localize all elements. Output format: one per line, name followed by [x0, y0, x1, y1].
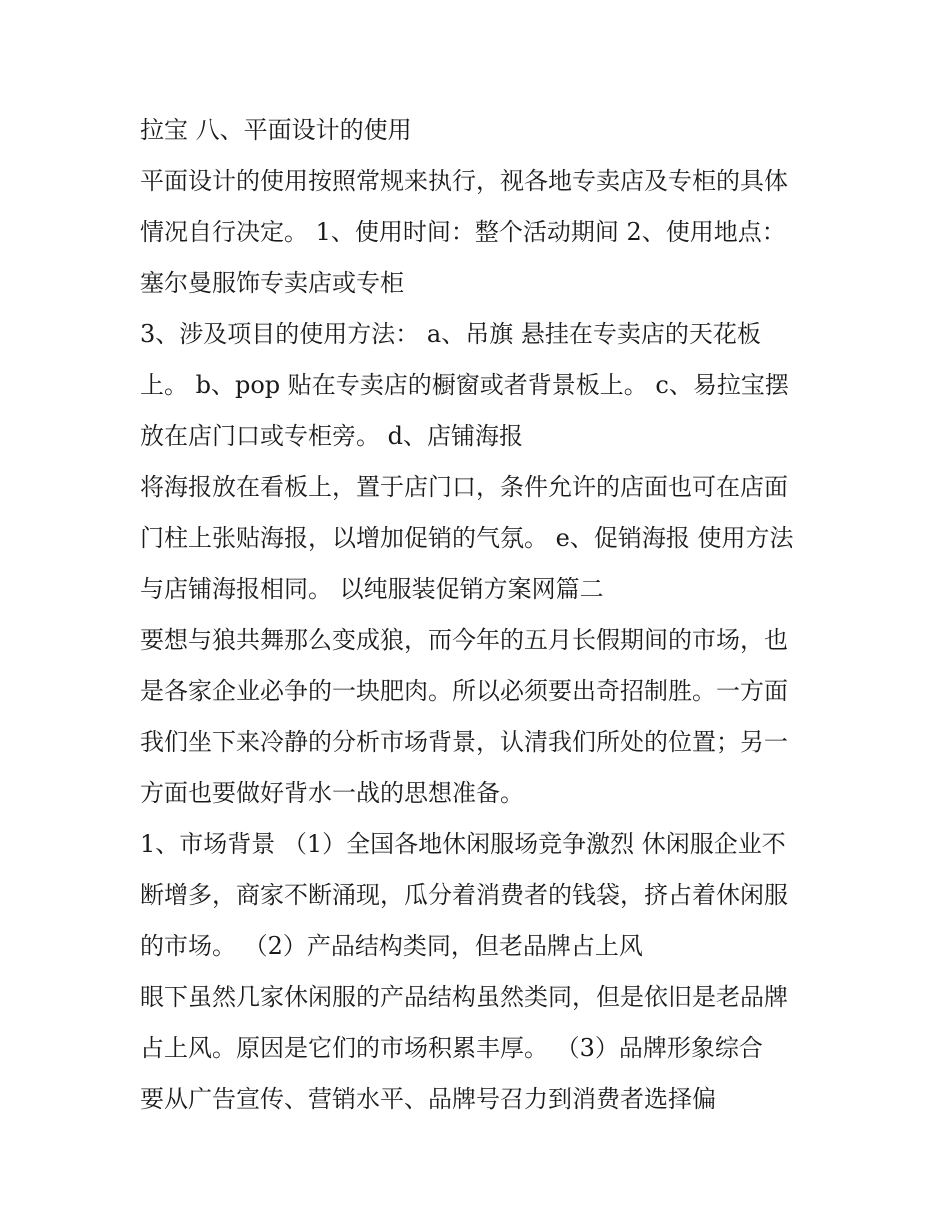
text-line: 上。 b、pop 贴在专卖店的橱窗或者背景板上。 c、易拉宝摆: [140, 371, 789, 399]
text-line: 眼下虽然几家休闲服的产品结构虽然类同，但是依旧是老品牌: [140, 983, 788, 1011]
text-line: 1、市场背景 （1）全国各地休闲服场竞争激烈 休闲服企业不: [140, 830, 786, 858]
text-line: 平面设计的使用按照常规来执行，视各地专卖店及专柜的具体: [140, 167, 788, 195]
text-line: 将海报放在看板上，置于店门口，条件允许的店面也可在店面: [140, 473, 788, 501]
text-line: 拉宝 八、平面设计的使用: [140, 116, 412, 144]
document-body: [140, 108, 830, 1128]
text-line: 方面也要做好背水一战的思想准备。: [140, 779, 524, 807]
text-line: 是各家企业必争的一块肥肉。所以必须要出奇招制胜。一方面: [140, 677, 788, 705]
text-line: 断增多，商家不断涌现，瓜分着消费者的钱袋，挤占着休闲服: [140, 881, 788, 909]
text-line: 的市场。 （2）产品结构类同，但老品牌占上风: [140, 932, 643, 960]
text-line: 塞尔曼服饰专卖店或专柜: [140, 269, 404, 297]
text-line: 情况自行决定。 1、使用时间：整个活动期间 2、使用地点：: [140, 218, 786, 246]
text-line: 与店铺海报相同。 以纯服装促销方案网篇二: [140, 575, 604, 603]
text-line: 要从广告宣传、营销水平、品牌号召力到消费者选择偏: [140, 1085, 716, 1113]
text-line: 要想与狼共舞那么变成狼，而今年的五月长假期间的市场，也: [140, 626, 788, 654]
text-line: 门柱上张贴海报，以增加促销的气氛。 e、促销海报 使用方法: [140, 524, 794, 552]
text-line: 3、涉及项目的使用方法： a、吊旗 悬挂在专卖店的天花板: [140, 320, 761, 348]
text-line: 占上风。原因是它们的市场积累丰厚。 （3）品牌形象综合: [140, 1034, 763, 1062]
text-line: 放在店门口或专柜旁。 d、店铺海报: [140, 422, 523, 450]
text-line: 我们坐下来冷静的分析市场背景，认清我们所处的位置；另一: [140, 728, 788, 756]
